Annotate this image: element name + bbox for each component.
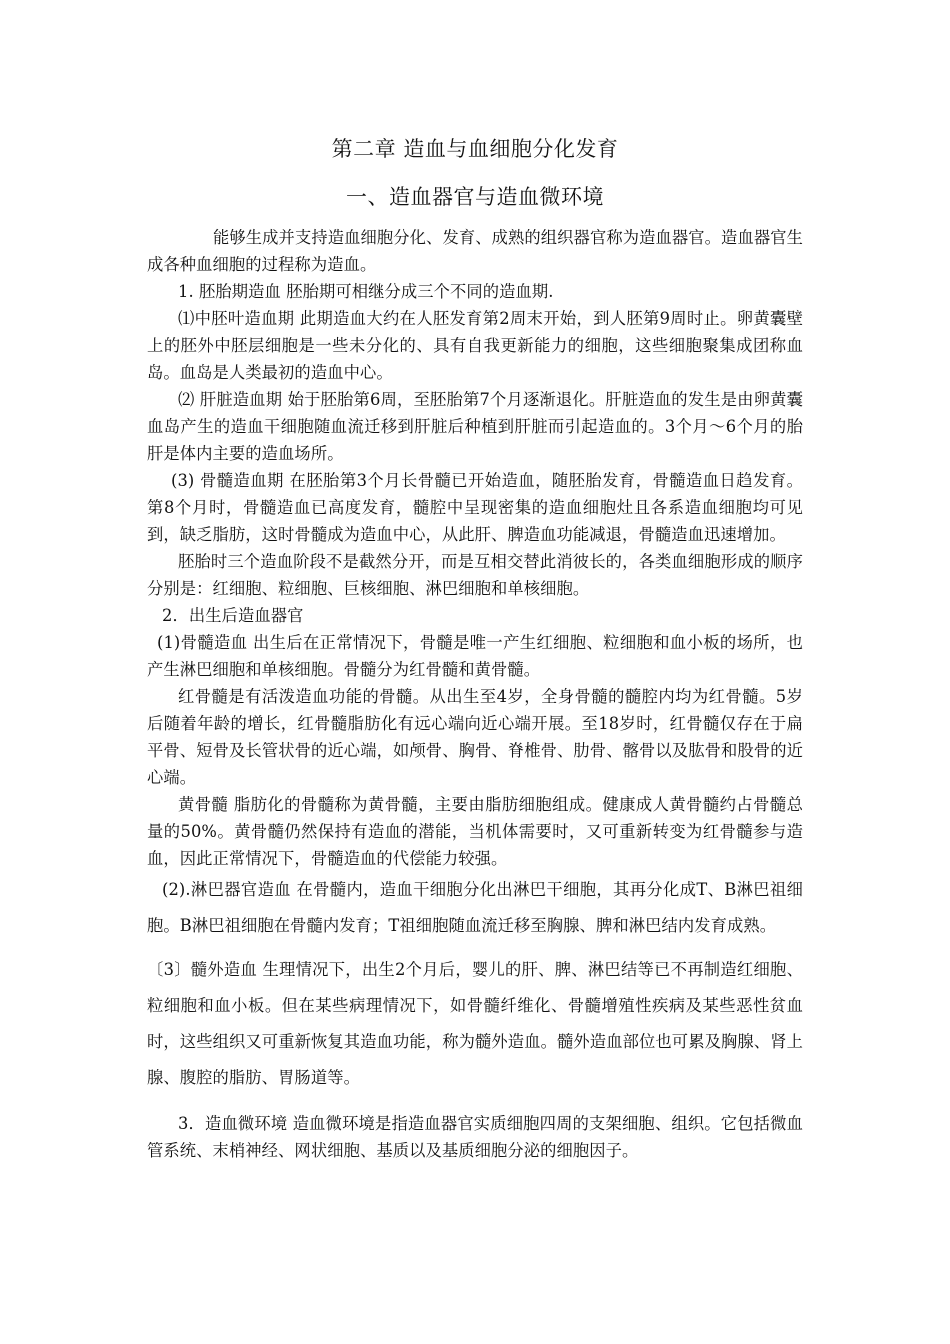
- loose-block: [147, 872, 803, 1096]
- paragraph-liver-stage: ⑵ 肝脏造血期 始于胚胎第6周，至胚胎第7个月逐渐退化。肝脏造血的发生是由卵黄囊血岛产生的造血干细胞随血流迁移到肝脏后种植到肝脏而引起造血的。3个月～6个月的胎肝是体内主要的造血场所。: [147, 390, 803, 463]
- paragraph-postnatal-heading: 2．出生后造血器官: [162, 606, 304, 625]
- paragraph-extramedullary: 〔3〕髓外造血 生理情况下，出生2个月后，婴儿的肝、脾、淋巴结等已不再制造红细胞、粒细胞和血小板。但在某些病理情况下，如骨髓纤维化、骨髓增殖性疾病及某些恶性贫血时，这些组织又可重新恢复其造血功能，称为髓外造血。髓外造血部位也可累及胸腺、肾上腺、腹腔的脂肪、胃肠道等。: [147, 960, 803, 1087]
- paragraph-lymphoid: (2).淋巴器官造血 在骨髓内，造血干细胞分化出淋巴干细胞，其再分化成T、B淋巴祖细胞。B淋巴祖细胞在骨髓内发育；T祖细胞随血流迁移至胸腺、脾和淋巴结内发育成熟。: [147, 880, 803, 935]
- paragraph-mesoderm-stage: ⑴中胚叶造血期 此期造血大约在人胚发育第2周末开始，到人胚第9周时止。卵黄囊壁上的胚外中胚层细胞是一些未分化的、具有自我更新能力的细胞，这些细胞聚集成团称血岛。血岛是人类最初的造血中心。: [147, 309, 803, 382]
- paragraph-stage-order: 胚胎时三个造血阶段不是截然分开，而是互相交替此消彼长的，各类血细胞形成的顺序分别是：红细胞、粒细胞、巨核细胞、淋巴细胞和单核细胞。: [147, 552, 803, 598]
- section-title: 一、造血器官与造血微环境: [346, 185, 604, 209]
- paragraph-microenvironment: 3．造血微环境 造血微环境是指造血器官实质细胞四周的支架细胞、组织。它包括微血管系统、末梢神经、网状细胞、基质以及基质细胞分泌的细胞因子。: [147, 1114, 803, 1160]
- paragraph-intro: 能够生成并支持造血细胞分化、发育、成熟的组织器官称为造血器官。造血器官生成各种血细胞的过程称为造血。: [147, 228, 803, 274]
- document-page: [147, 136, 803, 1164]
- paragraph-red-marrow: 红骨髓是有活泼造血功能的骨髓。从出生至4岁，全身骨髓的髓腔内均为红骨髓。5岁后随着年龄的增长，红骨髓脂肪化有远心端向近心端开展。至18岁时，红骨髓仅存在于扁平骨、短骨及长管状骨的近心端，如颅骨、胸骨、脊椎骨、肋骨、髂骨以及肱骨和股骨的近心端。: [147, 687, 803, 787]
- paragraph-yellow-marrow: 黄骨髓 脂肪化的骨髓称为黄骨髓，主要由脂肪细胞组成。健康成人黄骨髓约占骨髓总量的50%。黄骨髓仍然保持有造血的潜能，当机体需要时，又可重新转变为红骨髓参与造血，因此正常情况下，骨髓造血的代偿能力较强。: [147, 795, 803, 868]
- paragraph-bone-marrow: (1)骨髓造血 出生后在正常情况下，骨髓是唯一产生红细胞、粒细胞和血小板的场所，也产生淋巴细胞和单核细胞。骨髓分为红骨髓和黄骨髓。: [147, 633, 803, 679]
- paragraph-marrow-stage: (3) 骨髓造血期 在胚胎第3个月长骨髓已开始造血，随胚胎发育，骨髓造血日趋发育。第8个月时，骨髓造血已高度发育，髓腔中呈现密集的造血细胞灶且各系造血细胞均可见到，缺乏脂肪，这时骨髓成为造血中心，从此肝、脾造血功能减退，骨髓造血迅速增加。: [147, 471, 803, 544]
- paragraph-embryonic-heading: 1. 胚胎期造血 胚胎期可相继分成三个不同的造血期.: [178, 282, 554, 301]
- chapter-title: 第二章 造血与血细胞分化发育: [331, 137, 619, 161]
